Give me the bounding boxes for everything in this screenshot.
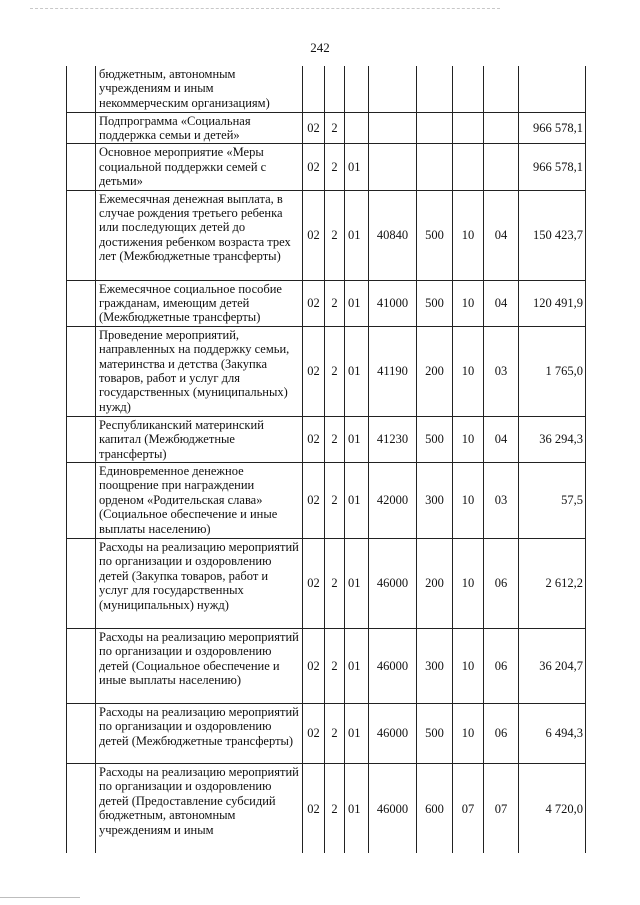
code-subsection: 03 xyxy=(484,326,519,416)
code-subprogram: 2 xyxy=(325,416,345,462)
code-direction: 41000 xyxy=(369,280,417,326)
table-row xyxy=(67,112,586,144)
budget-table xyxy=(66,66,586,853)
table-row xyxy=(67,66,586,112)
code-subsection: 04 xyxy=(484,190,519,280)
code-subprogram: 2 xyxy=(325,190,345,280)
code-subsection xyxy=(484,144,519,190)
item-name: Единовременное денежное поощрение при награждении орденом «Родительская слава» (Социальное обеспечение и иные выплаты населению) xyxy=(96,462,303,538)
table-row xyxy=(67,326,586,416)
code-section: 10 xyxy=(453,628,484,703)
code-subsection: 04 xyxy=(484,280,519,326)
code-subprogram: 2 xyxy=(325,628,345,703)
code-main-event: 01 xyxy=(345,763,369,853)
code-main-event: 01 xyxy=(345,703,369,763)
code-program: 02 xyxy=(303,280,325,326)
item-name: Республиканский материнский капитал (Межбюджетные трансферты) xyxy=(96,416,303,462)
amount: 1 765,0 xyxy=(519,326,586,416)
code-program: 02 xyxy=(303,326,325,416)
amount: 150 423,7 xyxy=(519,190,586,280)
item-name: Ежемесячная денежная выплата, в случае рождения третьего ребенка или последующих детей до достижения ребенком возраста трех лет (Межбюджетные трансферты) xyxy=(96,190,303,280)
table-row xyxy=(67,280,586,326)
row-marker-cell xyxy=(67,763,96,853)
scan-edge-top xyxy=(30,8,500,9)
code-program: 02 xyxy=(303,144,325,190)
code-main-event: 01 xyxy=(345,144,369,190)
code-section xyxy=(453,112,484,144)
code-expense-type: 300 xyxy=(417,462,453,538)
code-main-event xyxy=(345,112,369,144)
code-subprogram: 2 xyxy=(325,462,345,538)
code-subsection: 03 xyxy=(484,462,519,538)
amount: 6 494,3 xyxy=(519,703,586,763)
code-section: 10 xyxy=(453,190,484,280)
code-section xyxy=(453,66,484,112)
table-row xyxy=(67,703,586,763)
code-expense-type: 500 xyxy=(417,703,453,763)
code-main-event: 01 xyxy=(345,628,369,703)
code-expense-type: 500 xyxy=(417,190,453,280)
code-expense-type xyxy=(417,112,453,144)
code-subsection: 06 xyxy=(484,538,519,628)
code-direction: 40840 xyxy=(369,190,417,280)
amount xyxy=(519,66,586,112)
code-direction: 41230 xyxy=(369,416,417,462)
code-subprogram: 2 xyxy=(325,703,345,763)
page-number: 242 xyxy=(310,40,330,55)
table-row xyxy=(67,763,586,853)
amount: 2 612,2 xyxy=(519,538,586,628)
code-expense-type: 600 xyxy=(417,763,453,853)
code-main-event xyxy=(345,66,369,112)
code-direction: 42000 xyxy=(369,462,417,538)
table-row xyxy=(67,538,586,628)
code-expense-type: 500 xyxy=(417,416,453,462)
item-name: Подпрограмма «Социальная поддержка семьи и детей» xyxy=(96,112,303,144)
table-row xyxy=(67,144,586,190)
code-main-event: 01 xyxy=(345,326,369,416)
table-row xyxy=(67,190,586,280)
code-program xyxy=(303,66,325,112)
code-section: 10 xyxy=(453,280,484,326)
code-subsection: 06 xyxy=(484,703,519,763)
row-marker-cell xyxy=(67,416,96,462)
amount: 120 491,9 xyxy=(519,280,586,326)
code-subsection: 07 xyxy=(484,763,519,853)
code-section: 10 xyxy=(453,462,484,538)
amount: 966 578,1 xyxy=(519,144,586,190)
code-subprogram: 2 xyxy=(325,538,345,628)
code-main-event: 01 xyxy=(345,416,369,462)
table-row xyxy=(67,416,586,462)
code-program: 02 xyxy=(303,190,325,280)
code-main-event: 01 xyxy=(345,538,369,628)
code-expense-type: 500 xyxy=(417,280,453,326)
table-row xyxy=(67,628,586,703)
code-program: 02 xyxy=(303,416,325,462)
row-marker-cell xyxy=(67,66,96,112)
amount: 36 204,7 xyxy=(519,628,586,703)
code-direction: 46000 xyxy=(369,703,417,763)
code-expense-type xyxy=(417,66,453,112)
code-expense-type: 200 xyxy=(417,326,453,416)
code-subsection xyxy=(484,112,519,144)
code-section: 10 xyxy=(453,703,484,763)
item-name: Расходы на реализацию мероприятий по организации и оздоровлению детей (Закупка товаров, работ и услуг для государственных (муниципальных) нужд) xyxy=(96,538,303,628)
row-marker-cell xyxy=(67,462,96,538)
code-subsection: 06 xyxy=(484,628,519,703)
code-main-event: 01 xyxy=(345,190,369,280)
code-program: 02 xyxy=(303,703,325,763)
item-name: Расходы на реализацию мероприятий по организации и оздоровлению детей (Межбюджетные трансферты) xyxy=(96,703,303,763)
item-name: Ежемесячное социальное пособие гражданам, имеющим детей (Межбюджетные трансферты) xyxy=(96,280,303,326)
code-section xyxy=(453,144,484,190)
code-section: 10 xyxy=(453,416,484,462)
row-marker-cell xyxy=(67,190,96,280)
amount: 966 578,1 xyxy=(519,112,586,144)
code-expense-type: 300 xyxy=(417,628,453,703)
code-direction: 46000 xyxy=(369,763,417,853)
row-marker-cell xyxy=(67,703,96,763)
table-row xyxy=(67,462,586,538)
table-body xyxy=(67,66,586,853)
amount: 57,5 xyxy=(519,462,586,538)
code-program: 02 xyxy=(303,763,325,853)
code-program: 02 xyxy=(303,538,325,628)
code-direction xyxy=(369,112,417,144)
code-subprogram: 2 xyxy=(325,763,345,853)
item-name: бюджетным, автономным учреждениям и иным некоммерческим организациям) xyxy=(96,66,303,112)
code-subprogram xyxy=(325,66,345,112)
item-name: Основное мероприятие «Меры социальной поддержки семей с детьми» xyxy=(96,144,303,190)
code-program: 02 xyxy=(303,112,325,144)
code-direction xyxy=(369,66,417,112)
row-marker-cell xyxy=(67,144,96,190)
row-marker-cell xyxy=(67,112,96,144)
code-direction: 46000 xyxy=(369,628,417,703)
code-subsection xyxy=(484,66,519,112)
code-program: 02 xyxy=(303,462,325,538)
code-main-event: 01 xyxy=(345,280,369,326)
code-expense-type: 200 xyxy=(417,538,453,628)
row-marker-cell xyxy=(67,538,96,628)
item-name: Расходы на реализацию мероприятий по организации и оздоровлению детей (Предоставление субсидий бюджетным, автономным учреждениям и иным xyxy=(96,763,303,853)
code-section: 10 xyxy=(453,326,484,416)
code-subprogram: 2 xyxy=(325,326,345,416)
code-program: 02 xyxy=(303,628,325,703)
item-name: Расходы на реализацию мероприятий по организации и оздоровлению детей (Социальное обеспечение и иные выплаты населению) xyxy=(96,628,303,703)
row-marker-cell xyxy=(67,326,96,416)
code-subprogram: 2 xyxy=(325,112,345,144)
code-subprogram: 2 xyxy=(325,280,345,326)
code-subsection: 04 xyxy=(484,416,519,462)
code-subprogram: 2 xyxy=(325,144,345,190)
code-direction xyxy=(369,144,417,190)
scan-edge-bottom xyxy=(0,897,80,898)
code-main-event: 01 xyxy=(345,462,369,538)
amount: 36 294,3 xyxy=(519,416,586,462)
row-marker-cell xyxy=(67,280,96,326)
code-section: 10 xyxy=(453,538,484,628)
code-section: 07 xyxy=(453,763,484,853)
code-direction: 46000 xyxy=(369,538,417,628)
amount: 4 720,0 xyxy=(519,763,586,853)
row-marker-cell xyxy=(67,628,96,703)
code-direction: 41190 xyxy=(369,326,417,416)
code-expense-type xyxy=(417,144,453,190)
item-name: Проведение мероприятий, направленных на поддержку семьи, материнства и детства (Закупка товаров, работ и услуг для государственных (муниципальных) нужд) xyxy=(96,326,303,416)
